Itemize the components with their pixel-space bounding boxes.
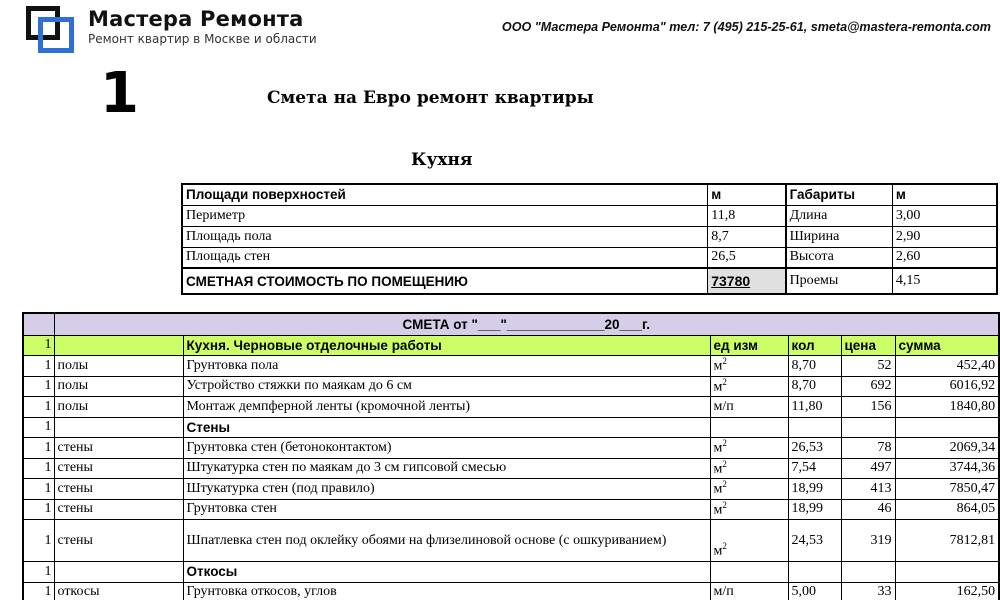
- col-qty-header: кол: [788, 335, 841, 356]
- row-price: 46: [841, 499, 895, 520]
- total-cost-label: СМЕТНАЯ СТОИМОСТЬ ПО ПОМЕЩЕНИЮ: [182, 268, 708, 294]
- row-category: стены: [54, 499, 183, 520]
- row-work: Штукатурка стен (под правило): [183, 479, 710, 500]
- areas-total-row: [182, 268, 997, 294]
- row-sum: 2069,34: [895, 438, 999, 459]
- row-sum: 1840,80: [895, 397, 999, 418]
- dims-header-label: Габариты: [786, 184, 893, 205]
- estimate-row: [23, 582, 999, 600]
- area-label: Площадь пола: [182, 226, 708, 247]
- room-number: 1: [100, 61, 139, 126]
- col-price-header: цена: [841, 335, 895, 356]
- areas-row: [182, 205, 997, 226]
- areas-header-label: Площади поверхностей: [182, 184, 708, 205]
- estimate-table: [22, 312, 1000, 600]
- row-price: 33: [841, 582, 895, 600]
- row-price: 78: [841, 438, 895, 459]
- dim-label: Длина: [786, 205, 893, 226]
- row-number: 1: [23, 458, 54, 479]
- row-category: полы: [54, 397, 183, 418]
- row-category: полы: [54, 376, 183, 397]
- row-work: Грунтовка стен: [183, 499, 710, 520]
- estimate-row: [23, 356, 999, 377]
- row-qty: [788, 417, 841, 438]
- row-work: Грунтовка пола: [183, 356, 710, 377]
- row-work: Шпатлевка стен под оклейку обоями на флизелиновой основе (с ошкуриванием): [183, 520, 710, 562]
- row-price: [841, 417, 895, 438]
- total-cost-value: 73780: [708, 268, 786, 294]
- row-unit: $м^2$: [710, 479, 788, 500]
- brand: [88, 7, 317, 46]
- row-work: Грунтовка откосов, углов: [183, 582, 710, 600]
- dim-label: Проемы: [786, 268, 893, 294]
- row-qty: [788, 562, 841, 583]
- section-title: Кухня. Черновые отделочные работы: [183, 335, 710, 356]
- row-sum: 162,50: [895, 582, 999, 600]
- areas-table: [181, 183, 998, 295]
- row-qty: 8,70: [788, 356, 841, 377]
- row-number: 1: [23, 417, 54, 438]
- brand-name: Мастера Ремонта: [88, 7, 304, 31]
- row-qty: 5,00: [788, 582, 841, 600]
- subsection-row: [23, 562, 999, 583]
- row-category: [54, 562, 183, 583]
- estimate-row: [23, 438, 999, 459]
- dim-value: 3,00: [892, 205, 997, 226]
- row-price: 413: [841, 479, 895, 500]
- subsection-title: Откосы: [183, 562, 710, 583]
- row-price: 52: [841, 356, 895, 377]
- row-number: 1: [23, 376, 54, 397]
- areas-row: [182, 226, 997, 247]
- dims-header-unit: м: [892, 184, 997, 205]
- row-sum: 864,05: [895, 499, 999, 520]
- row-number: 1: [23, 582, 54, 600]
- area-label: Периметр: [182, 205, 708, 226]
- brand-tagline: Ремонт квартир в Москве и области: [88, 32, 317, 46]
- row-unit: $м^2$: [710, 499, 788, 520]
- estimate-row: [23, 397, 999, 418]
- row-price: 692: [841, 376, 895, 397]
- areas-header-unit: м: [708, 184, 786, 205]
- area-label: Площадь стен: [182, 247, 708, 268]
- row-sum: 7850,47: [895, 479, 999, 500]
- row-category: откосы: [54, 582, 183, 600]
- row-category: стены: [54, 458, 183, 479]
- dim-label: Высота: [786, 247, 893, 268]
- row-category: полы: [54, 356, 183, 377]
- row-number: 1: [23, 520, 54, 562]
- row-sum: 3744,36: [895, 458, 999, 479]
- estimate-row: [23, 479, 999, 500]
- row-unit: $м^2$: [710, 438, 788, 459]
- row-number: 1: [23, 479, 54, 500]
- areas-header-row: [182, 184, 997, 205]
- contact-info: ООО "Мастера Ремонта" тел: 7 (495) 215-25-61, smeta@mastera-remonta.com: [501, 20, 991, 34]
- row-category: стены: [54, 479, 183, 500]
- row-number: 1: [23, 438, 54, 459]
- row-unit: $м^2$: [710, 520, 788, 562]
- row-number: 1: [23, 499, 54, 520]
- row-sum: [895, 562, 999, 583]
- estimate-row: [23, 458, 999, 479]
- subsection-title: Стены: [183, 417, 710, 438]
- dim-value: 2,60: [892, 247, 997, 268]
- company-logo-icon: [26, 6, 78, 52]
- section-number: 1: [23, 335, 54, 356]
- row-qty: 18,99: [788, 479, 841, 500]
- row-unit: м/п: [710, 397, 788, 418]
- row-number: 1: [23, 397, 54, 418]
- row-unit: $м^2$: [710, 458, 788, 479]
- col-sum-header: сумма: [895, 335, 999, 356]
- row-work: Грунтовка стен (бетоноконтактом): [183, 438, 710, 459]
- area-value: 8,7: [708, 226, 786, 247]
- row-work: Штукатурка стен по маякам до 3 см гипсовой смесью: [183, 458, 710, 479]
- row-qty: 26,53: [788, 438, 841, 459]
- row-unit: $м^2$: [710, 356, 788, 377]
- row-work: Монтаж демпферной ленты (кромочной ленты): [183, 397, 710, 418]
- row-qty: 11,80: [788, 397, 841, 418]
- estimate-title: СМЕТА от "___"_____________20___г.: [54, 313, 999, 335]
- row-sum: 452,40: [895, 356, 999, 377]
- row-price: [841, 562, 895, 583]
- row-unit: [710, 417, 788, 438]
- row-qty: 24,53: [788, 520, 841, 562]
- row-sum: 6016,92: [895, 376, 999, 397]
- row-category: стены: [54, 438, 183, 459]
- row-unit: [710, 562, 788, 583]
- area-value: 11,8: [708, 205, 786, 226]
- room-title: Кухня: [411, 150, 473, 170]
- row-qty: 8,70: [788, 376, 841, 397]
- document-title: Смета на Евро ремонт квартиры: [267, 88, 594, 108]
- row-price: 497: [841, 458, 895, 479]
- row-category: [54, 417, 183, 438]
- row-qty: 18,99: [788, 499, 841, 520]
- estimate-row: [23, 499, 999, 520]
- section-header-row: [23, 335, 999, 356]
- dim-label: Ширина: [786, 226, 893, 247]
- subsection-row: [23, 417, 999, 438]
- dim-value: 2,90: [892, 226, 997, 247]
- col-unit-header: ед изм: [710, 335, 788, 356]
- row-number: 1: [23, 356, 54, 377]
- row-category: стены: [54, 520, 183, 562]
- row-qty: 7,54: [788, 458, 841, 479]
- estimate-title-row: [23, 313, 999, 335]
- area-value: 26,5: [708, 247, 786, 268]
- row-unit: м/п: [710, 582, 788, 600]
- dim-value: 4,15: [892, 268, 997, 294]
- row-sum: 7812,81: [895, 520, 999, 562]
- row-sum: [895, 417, 999, 438]
- row-number: 1: [23, 562, 54, 583]
- row-work: Устройство стяжки по маякам до 6 см: [183, 376, 710, 397]
- areas-row: [182, 247, 997, 268]
- row-price: 156: [841, 397, 895, 418]
- row-price: 319: [841, 520, 895, 562]
- estimate-row: [23, 520, 999, 562]
- row-unit: $м^2$: [710, 376, 788, 397]
- estimate-row: [23, 376, 999, 397]
